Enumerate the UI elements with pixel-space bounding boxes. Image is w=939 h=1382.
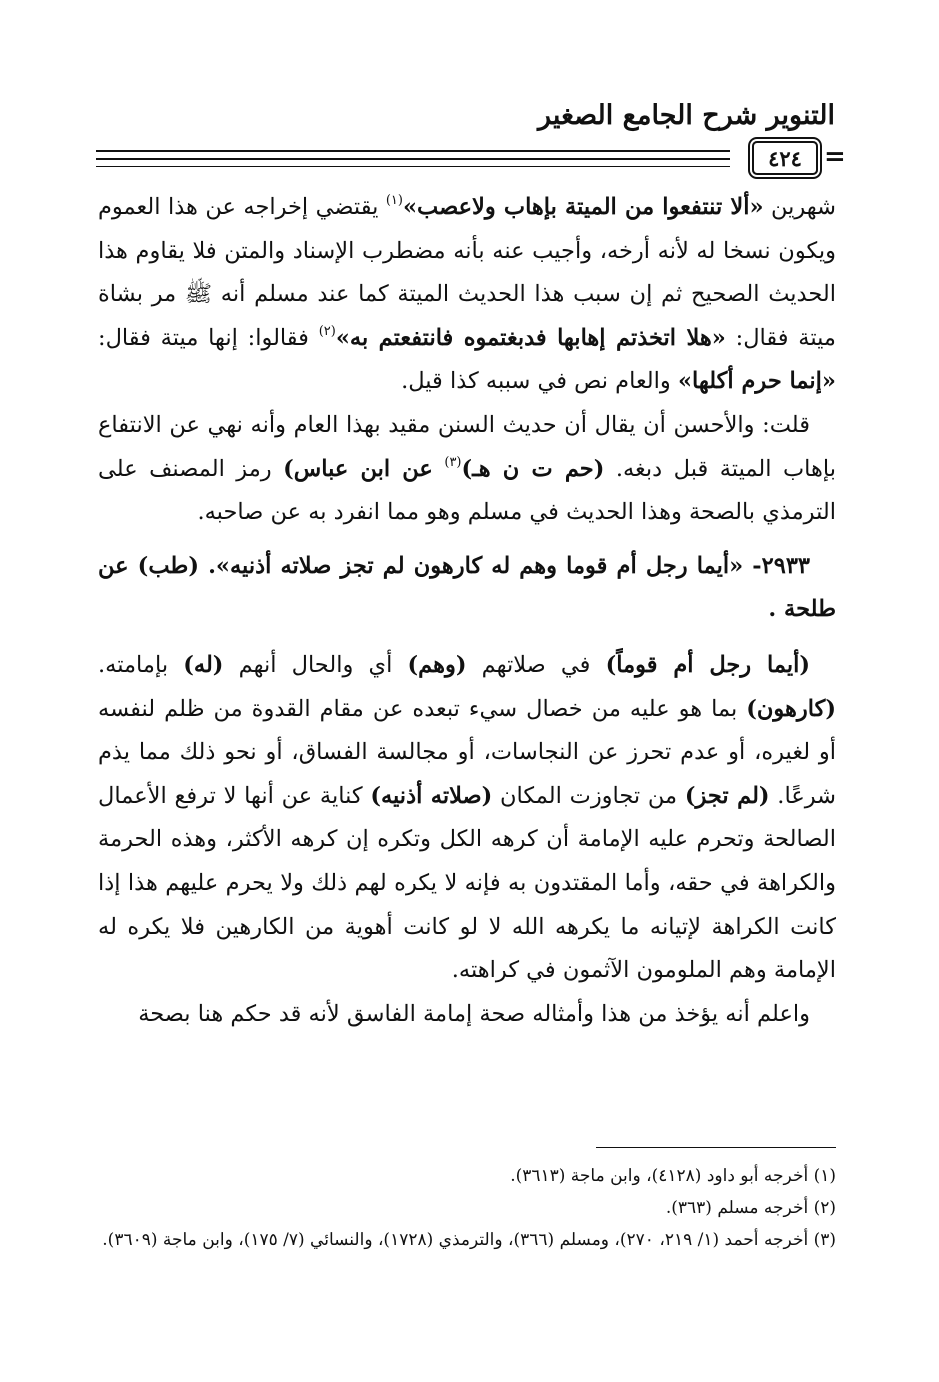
header-rule: [96, 166, 730, 167]
paragraph: [98, 993, 836, 1037]
footnote-ref: (١): [385, 193, 403, 208]
page-number-dash: =: [824, 142, 846, 172]
text-run: قلت: والأحسن أن يقال أن حديث السنن مقيد بهذا العام وأنه نهي عن الانتفاع بإهاب الميتة قبل دبغه.: [98, 411, 837, 482]
footnote-separator: [596, 1147, 836, 1148]
text-run: أي والحال أنهم: [223, 651, 408, 678]
running-header-title: التنوير شرح الجامع الصغير: [538, 100, 835, 131]
hadith-term: (لم تجز): [684, 782, 770, 809]
text-run: من تجاوزت المكان: [492, 782, 685, 809]
page-number: ٤٢٤: [768, 145, 802, 171]
hadith-entry: [98, 545, 836, 632]
main-text: [98, 186, 836, 1036]
footnote: (١) أخرجه أبو داود (٤١٢٨)، وابن ماجة (٣٦١٣).: [510, 1166, 836, 1186]
paragraph: [98, 644, 836, 993]
header-rule: [96, 150, 730, 152]
hadith-quote: «ألا تنتفعوا من الميتة بإهاب ولاعصب»: [402, 194, 764, 220]
source-code: (حم ت ن هـ): [461, 455, 605, 482]
page-number-box: [752, 141, 818, 175]
hadith-term: (وهم): [407, 651, 467, 678]
footnote: (٢) أخرجه مسلم (٣٦٣).: [665, 1198, 836, 1218]
text-run: واعلم أنه يؤخذ من هذا وأمثاله صحة إمامة الفاسق لأنه قد حكم هنا بصحة: [138, 1000, 810, 1027]
hadith-quote: «إنما حرم أكلها»: [677, 368, 836, 395]
hadith-entry-text: ٢٩٣٣- «أيما رجل أم قوما وهم له كارهون لم تجز صلاته أذنيه». (طب) عن طلحة .: [98, 552, 836, 623]
footnote: (٣) أخرجه أحمد (١/ ٢١٩، ٢٧٠)، ومسلم (٣٦٦)، والترمذي (١٧٢٨)، والنسائي (٧/ ١٧٥)، وابن ماجة (٣٦٠٩).: [102, 1230, 836, 1250]
text-run: بإمامته.: [98, 651, 184, 678]
footnote-ref: (٣): [444, 454, 462, 470]
text-run: في صلاتهم: [466, 651, 606, 678]
hadith-term: (له): [183, 651, 224, 678]
text-run: شهرين: [763, 194, 837, 220]
text-run: [433, 456, 445, 482]
text-run: كناية عن أنها لا ترفع الأعمال الصالحة وتحرم عليه الإمامة أن كرهه الكل وتكره إن كرهه الأكثر، وهذه الحرمة والكراهة في حقه، وأما المقتدون به فإنه لا يكره لهم ذلك ولا يحرم عليهم هذا إذا كانت الكراهة لإتيانه ما يكرهه الله لا لو كانت أهوية من الكارهين فلا يكره له الإمامة وهم الملومون الآثمون في كراهته.: [98, 782, 836, 984]
text-run: بما هو عليه من خصال سيء تبعده عن مقام القدوة من ظلم لنفسه أو لغيره، أو عدم تحرز عن النجاسات، أو مجالسة الفساق، أو نحو ذلك مما يذم شرعًا.: [98, 695, 837, 809]
narrator: عن ابن عباس): [283, 455, 433, 482]
hadith-term: (كارهون): [746, 695, 836, 722]
text-run: يقتضي إخراجه عن هذا العموم ويكون نسخا له لأنه أرخه، وأجيب عنه بأنه مضطرب الإسناد والمتن فلا يقاوم هذا الحديث الصحيح ثم إن سبب هذا الحديث الميتة كما عند مسلم أنه ﷺ مر بشاة ميتة فقال:: [98, 194, 836, 351]
header-rule: [96, 158, 730, 160]
footnotes: [98, 1160, 836, 1256]
paragraph: [98, 186, 836, 404]
hadith-term: (صلاته أذنيه): [370, 782, 493, 809]
hadith-quote: «هلا اتخذتم إهابها فدبغتموه فانتفعتم به»: [335, 324, 726, 351]
paragraph: [98, 404, 836, 535]
text-run: فقالوا: إنها ميتة فقال:: [98, 324, 319, 351]
hadith-term: (أيما رجل أم قوماً): [605, 651, 811, 678]
footnote-ref: (٢): [318, 323, 336, 339]
text-run: والعام نص في سببه كذا قيل.: [401, 368, 678, 395]
text-run: رمز المصنف على الترمذي بالصحة وهذا الحديث في مسلم وهو مما انفرد به عن صاحبه.: [98, 455, 836, 526]
